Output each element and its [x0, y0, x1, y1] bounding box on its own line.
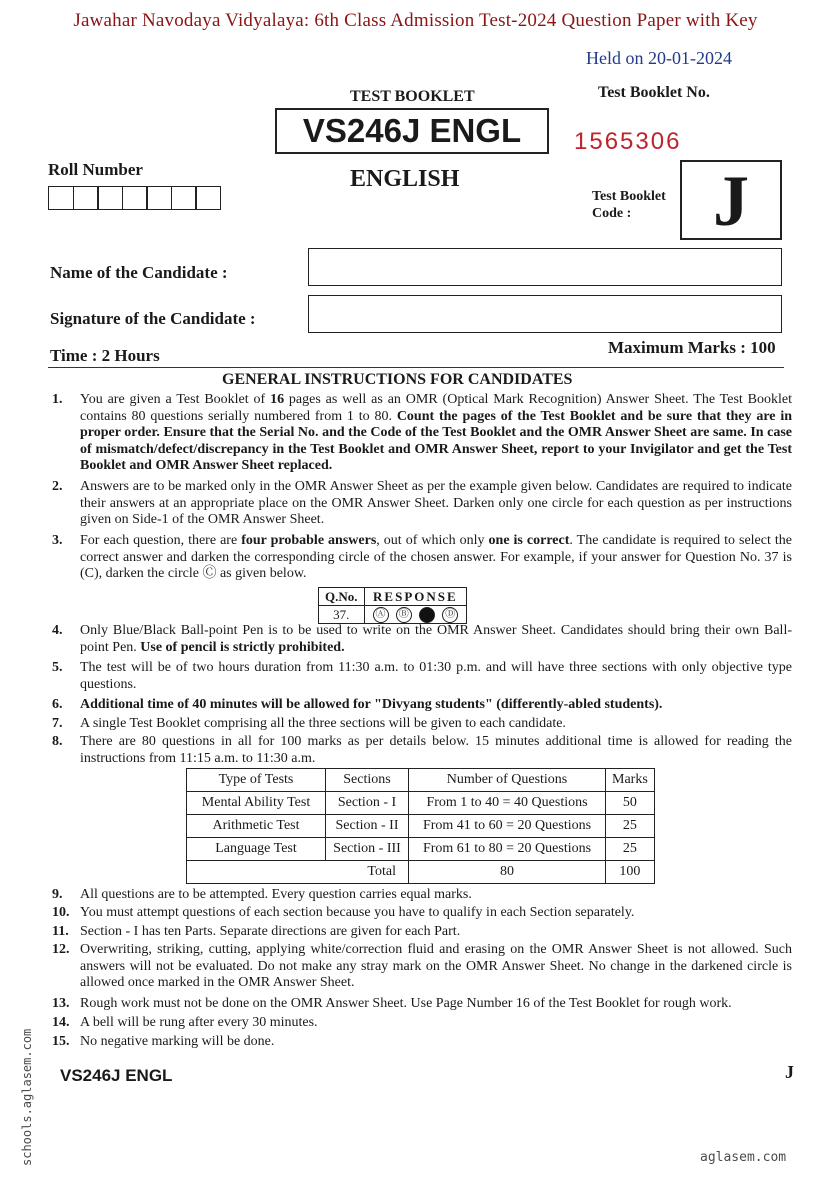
instruction-number: 8. [52, 734, 63, 749]
instruction-text: For each question, there are [80, 533, 242, 548]
instruction-item [52, 623, 792, 656]
test-booklet-label: TEST BOOKLET [350, 88, 475, 105]
instruction-item [52, 716, 792, 733]
table-header-row [187, 769, 655, 792]
instruction-item [52, 905, 792, 922]
instruction-number: 2. [52, 479, 63, 494]
instruction-text-bold: Additional time of 40 minutes will be allowed for "Divyang students" (differently-abled students). [80, 697, 663, 712]
table-total-row [187, 861, 655, 884]
option-c-filled-circle [419, 607, 435, 623]
instruction-item [52, 942, 792, 992]
instruction-item [52, 924, 792, 941]
instruction-item [52, 392, 792, 475]
subject-title: ENGLISH [350, 166, 460, 192]
instruction-text: Overwriting, striking, cutting, applying white/correction fluid and erasing on the OMR Answer Sheet is not allowed. Such answers will not be evaluated. Do not make any stray mark on the OMR Answer Sheet. No change in the darkened circle is allowed once marked in the OMR Answer Sheet. [80, 942, 792, 990]
booklet-serial-number: 1565306 [574, 128, 682, 155]
instruction-text: as given below. [216, 566, 307, 581]
total-label: Total [187, 861, 409, 884]
instruction-item [52, 697, 792, 714]
instruction-number: 12. [52, 942, 70, 957]
column-header: Type of Tests [187, 769, 326, 792]
response-example-table [318, 587, 467, 624]
instruction-text: Rough work must not be done on the OMR Answer Sheet. Use Page Number 16 of the Test Booklet for rough work. [80, 996, 732, 1011]
instruction-text: You must attempt questions of each section because you have to qualify in each Section separately. [80, 905, 635, 920]
instruction-text: A bell will be rung after every 30 minutes. [80, 1015, 318, 1030]
instruction-text: The test will be of two hours duration from 11:30 a.m. to 01:30 p.m. and will have three sections with only objective type questions. [80, 660, 792, 692]
instruction-number: 10. [52, 905, 70, 920]
response-header: RESPONSE [364, 588, 467, 606]
qno-header: Q.No. [319, 588, 365, 606]
instruction-text: A single Test Booklet comprising all the three sections will be given to each candidate. [80, 716, 566, 731]
roll-digit-box[interactable] [171, 186, 197, 210]
instruction-text: Answers are to be marked only in the OMR Answer Sheet as per the example given below. Candidates are required to indicate their answers at an appropriate place on the OMR Answer Sheet. Darken only one circle for each question as per instructions given on Side-1 of the OMR Answer Sheet. [80, 479, 792, 527]
column-header: Marks [606, 769, 655, 792]
instruction-text-bold: 16 [270, 392, 285, 407]
roll-number-boxes[interactable] [48, 186, 220, 210]
table-row [187, 792, 655, 815]
roll-digit-box[interactable] [146, 186, 172, 210]
instruction-item [52, 996, 792, 1013]
instruction-item [52, 533, 792, 583]
instruction-number: 13. [52, 996, 70, 1011]
table-cell: 25 [606, 838, 655, 861]
instruction-text: You are given a Test Booklet of [80, 392, 271, 407]
instruction-number: 11. [52, 924, 69, 939]
header-divider [48, 367, 784, 368]
instruction-item [52, 734, 792, 767]
marks-distribution-table [186, 768, 655, 884]
instruction-text-bold: Use of pencil is strictly prohibited. [140, 639, 345, 655]
maximum-marks: Maximum Marks : 100 [608, 338, 776, 357]
instruction-number: 14. [52, 1015, 70, 1030]
option-a-circle: Ⓐ [373, 607, 389, 623]
candidate-name-label: Name of the Candidate : [50, 263, 228, 282]
option-d-circle: Ⓓ [442, 607, 458, 623]
roll-digit-box[interactable] [48, 186, 74, 210]
footer-code-letter: J [785, 1062, 794, 1082]
roll-digit-box[interactable] [122, 186, 148, 210]
column-header: Number of Questions [409, 769, 606, 792]
side-watermark [6, 980, 34, 1166]
total-questions: 80 [409, 861, 606, 884]
booklet-code-label [592, 188, 666, 222]
table-row [187, 838, 655, 861]
candidate-signature-label: Signature of the Candidate : [50, 309, 256, 328]
candidate-name-field[interactable] [308, 248, 782, 286]
table-cell: 50 [606, 792, 655, 815]
instruction-item [52, 887, 792, 904]
booklet-code-label-line1: Test Booklet [592, 189, 666, 204]
instruction-text: All questions are to be attempted. Every question carries equal marks. [80, 887, 472, 902]
table-cell: Section - I [326, 792, 409, 815]
candidate-signature-field[interactable] [308, 295, 782, 333]
total-marks: 100 [606, 861, 655, 884]
instruction-text: There are 80 questions in all for 100 marks as per details below. 15 minutes additional time is allowed for reading the instructions from 11:15 a.m. to 11:30 a.m. [80, 734, 792, 766]
instruction-number: 5. [52, 660, 63, 675]
instruction-number: 15. [52, 1034, 70, 1049]
roll-digit-box[interactable] [73, 186, 99, 210]
roll-digit-box[interactable] [97, 186, 123, 210]
booklet-code-label-line2: Code : [592, 206, 632, 221]
table-cell: From 1 to 40 = 40 Questions [409, 792, 606, 815]
instruction-number: 4. [52, 623, 63, 638]
instruction-number: 9. [52, 887, 63, 902]
roll-digit-box[interactable] [195, 186, 221, 210]
instruction-number: 1. [52, 392, 63, 407]
instructions-title: GENERAL INSTRUCTIONS FOR CANDIDATES [222, 371, 573, 388]
time-allowed: Time : 2 Hours [50, 346, 160, 365]
table-cell: Arithmetic Test [187, 815, 326, 838]
booklet-code-letter: J [680, 160, 782, 240]
page-banner-title: Jawahar Navodaya Vidyalaya: 6th Class Admission Test-2024 Question Paper with Key [73, 10, 758, 31]
table-row [187, 815, 655, 838]
instruction-item [52, 1034, 792, 1051]
table-cell: Mental Ability Test [187, 792, 326, 815]
instruction-text: , out of which only [376, 533, 489, 548]
instruction-item [52, 479, 792, 529]
table-cell: From 41 to 60 = 20 Questions [409, 815, 606, 838]
booklet-code-box: VS246J ENGL [275, 108, 549, 154]
test-booklet-number-label: Test Booklet No. [598, 84, 710, 101]
table-cell: Language Test [187, 838, 326, 861]
instruction-text: Section - I has ten Parts. Separate directions are given for each Part. [80, 924, 461, 939]
instruction-text: No negative marking will be done. [80, 1034, 275, 1049]
instruction-item [52, 660, 792, 693]
footer-booklet-code: VS246J ENGL [60, 1066, 173, 1085]
table-cell: Section - II [326, 815, 409, 838]
instruction-text: . The candidate is required to select the correct answer and darken the corresponding circle of the chosen answer. For example, if your answer for Question No. 37 is (C), darken the circle [80, 533, 792, 581]
example-response-circles [364, 606, 467, 624]
table-cell: 25 [606, 815, 655, 838]
held-on-date: Held on 20-01-2024 [586, 48, 732, 68]
table-cell: Section - III [326, 838, 409, 861]
instruction-number: 3. [52, 533, 63, 548]
instruction-number: 6. [52, 697, 63, 712]
instruction-text-bold: Count the pages of the Test Booklet and be sure that they are in proper order. Ensure that the Serial No. and the Code of the Test Booklet and the OMR Answer Sheet are same. In case of mismatch/defect/discrepancy in the Test Booklet and OMR Answer Sheet, report to your Invigilator and get the Test Booklet and OMR Answer Sheet replaced. [80, 408, 792, 473]
table-cell: From 61 to 80 = 20 Questions [409, 838, 606, 861]
option-b-circle: Ⓑ [396, 607, 412, 623]
instruction-text: pages as well as an OMR (Optical Mark Recognition) Answer Sheet. The Test Booklet contains 80 questions serially numbered from 1 to 80. [80, 392, 793, 424]
instruction-text-bold: four probable answers [241, 533, 377, 548]
example-qno: 37. [319, 606, 365, 624]
roll-number-label: Roll Number [48, 160, 143, 179]
instruction-text: Only Blue/Black Ball-point Pen is to be used to write on the OMR Answer Sheet. Candidates should bring their own Ball-point Pen. [80, 623, 792, 655]
instruction-text-bold: one is correct [488, 533, 570, 548]
circle-c-glyph: Ⓒ [202, 566, 217, 581]
column-header: Sections [326, 769, 409, 792]
instruction-number: 7. [52, 716, 63, 731]
side-watermark-text: schools.aglasem.com [20, 1028, 34, 1166]
instruction-item [52, 1015, 792, 1032]
bottom-watermark: aglasem.com [700, 1150, 787, 1165]
